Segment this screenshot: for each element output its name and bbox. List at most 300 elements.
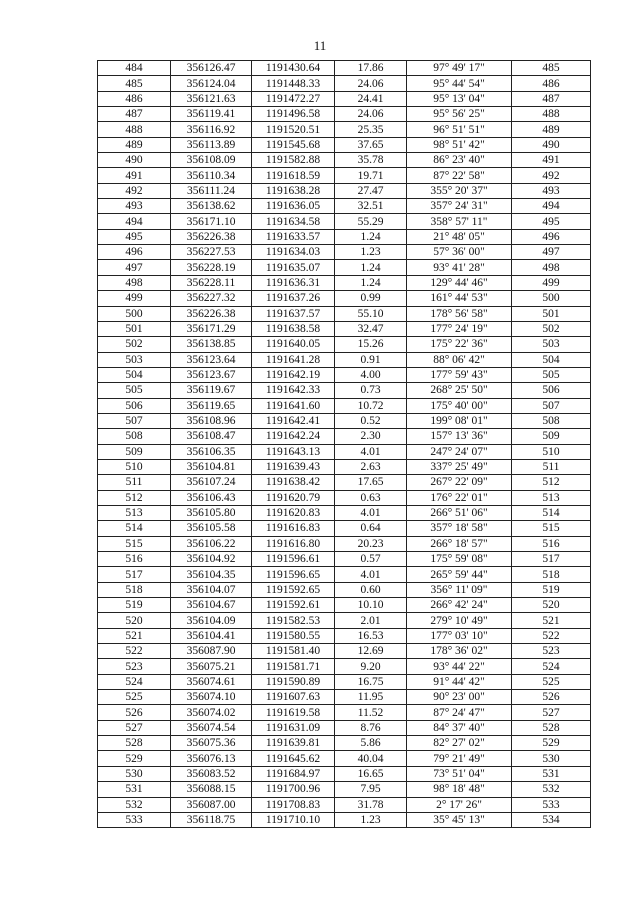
cell-coord-x: 356138.62: [171, 199, 252, 214]
table-row: [98, 61, 591, 76]
cell-point-to: 486: [512, 76, 591, 91]
cell-distance: 55.10: [335, 306, 407, 321]
cell-coord-x: 356126.47: [171, 61, 252, 76]
table-row: [98, 812, 591, 827]
table-row: [98, 567, 591, 582]
cell-coord-x: 356106.22: [171, 536, 252, 551]
cell-point-from: 488: [98, 122, 171, 137]
cell-point-to: 500: [512, 291, 591, 306]
cell-distance: 20.23: [335, 536, 407, 551]
cell-point-from: 485: [98, 76, 171, 91]
table-row: [98, 398, 591, 413]
cell-distance: 1.24: [335, 260, 407, 275]
cell-distance: 15.26: [335, 337, 407, 352]
cell-distance: 24.06: [335, 107, 407, 122]
cell-distance: 0.64: [335, 521, 407, 536]
cell-coord-y: 1191631.09: [252, 720, 335, 735]
cell-coord-x: 356227.53: [171, 245, 252, 260]
cell-point-from: 519: [98, 598, 171, 613]
table-row: [98, 736, 591, 751]
cell-point-from: 487: [98, 107, 171, 122]
cell-coord-x: 356104.81: [171, 459, 252, 474]
cell-coord-x: 356104.67: [171, 598, 252, 613]
table-row: [98, 628, 591, 643]
cell-point-to: 516: [512, 536, 591, 551]
cell-distance: 8.76: [335, 720, 407, 735]
cell-distance: 0.73: [335, 383, 407, 398]
cell-point-from: 501: [98, 321, 171, 336]
cell-point-from: 533: [98, 812, 171, 827]
cell-bearing: 98° 51' 42": [407, 137, 512, 152]
cell-coord-y: 1191545.68: [252, 137, 335, 152]
cell-coord-x: 356226.38: [171, 306, 252, 321]
cell-bearing: 96° 51' 51": [407, 122, 512, 137]
cell-coord-y: 1191639.43: [252, 459, 335, 474]
cell-bearing: 87° 24' 47": [407, 705, 512, 720]
cell-bearing: 267° 22' 09": [407, 475, 512, 490]
cell-coord-y: 1191636.31: [252, 275, 335, 290]
table-row: [98, 199, 591, 214]
table-row: [98, 214, 591, 229]
cell-point-to: 502: [512, 321, 591, 336]
cell-distance: 16.75: [335, 674, 407, 689]
cell-distance: 40.04: [335, 751, 407, 766]
cell-coord-y: 1191448.33: [252, 76, 335, 91]
cell-distance: 24.41: [335, 91, 407, 106]
cell-coord-y: 1191616.80: [252, 536, 335, 551]
cell-point-from: 491: [98, 168, 171, 183]
cell-coord-x: 356121.63: [171, 91, 252, 106]
cell-bearing: 97° 49' 17": [407, 61, 512, 76]
cell-point-from: 531: [98, 782, 171, 797]
cell-distance: 4.01: [335, 444, 407, 459]
cell-coord-y: 1191639.81: [252, 736, 335, 751]
cell-bearing: 35° 45' 13": [407, 812, 512, 827]
cell-point-to: 485: [512, 61, 591, 76]
cell-bearing: 247° 24' 07": [407, 444, 512, 459]
cell-point-from: 486: [98, 91, 171, 106]
cell-coord-x: 356087.90: [171, 644, 252, 659]
table-row: [98, 321, 591, 336]
cell-coord-x: 356227.32: [171, 291, 252, 306]
cell-point-to: 503: [512, 337, 591, 352]
cell-point-to: 524: [512, 659, 591, 674]
cell-point-to: 521: [512, 613, 591, 628]
cell-point-to: 507: [512, 398, 591, 413]
cell-point-from: 521: [98, 628, 171, 643]
cell-coord-y: 1191638.42: [252, 475, 335, 490]
cell-point-to: 518: [512, 567, 591, 582]
cell-coord-x: 356075.21: [171, 659, 252, 674]
cell-coord-x: 356088.15: [171, 782, 252, 797]
cell-distance: 17.86: [335, 61, 407, 76]
cell-coord-x: 356076.13: [171, 751, 252, 766]
cell-coord-y: 1191638.58: [252, 321, 335, 336]
cell-point-from: 528: [98, 736, 171, 751]
cell-distance: 10.72: [335, 398, 407, 413]
cell-distance: 4.00: [335, 367, 407, 382]
cell-bearing: 90° 23' 00": [407, 690, 512, 705]
cell-point-to: 504: [512, 352, 591, 367]
cell-coord-x: 356074.10: [171, 690, 252, 705]
table-row: [98, 459, 591, 474]
cell-coord-x: 356105.80: [171, 505, 252, 520]
cell-coord-y: 1191620.79: [252, 490, 335, 505]
cell-bearing: 175° 22' 36": [407, 337, 512, 352]
cell-point-to: 510: [512, 444, 591, 459]
cell-bearing: 178° 56' 58": [407, 306, 512, 321]
cell-coord-x: 356104.09: [171, 613, 252, 628]
cell-coord-y: 1191642.33: [252, 383, 335, 398]
cell-coord-y: 1191700.96: [252, 782, 335, 797]
cell-bearing: 157° 13' 36": [407, 429, 512, 444]
cell-coord-y: 1191596.65: [252, 567, 335, 582]
cell-coord-x: 356074.02: [171, 705, 252, 720]
cell-coord-y: 1191430.64: [252, 61, 335, 76]
cell-bearing: 177° 59' 43": [407, 367, 512, 382]
cell-point-from: 522: [98, 644, 171, 659]
cell-distance: 1.23: [335, 245, 407, 260]
cell-bearing: 177° 03' 10": [407, 628, 512, 643]
cell-distance: 32.47: [335, 321, 407, 336]
cell-distance: 0.52: [335, 413, 407, 428]
cell-coord-x: 356123.67: [171, 367, 252, 382]
cell-point-to: 508: [512, 413, 591, 428]
cell-coord-y: 1191641.28: [252, 352, 335, 367]
cell-coord-x: 356104.41: [171, 628, 252, 643]
cell-point-to: 490: [512, 137, 591, 152]
cell-distance: 9.20: [335, 659, 407, 674]
cell-distance: 19.71: [335, 168, 407, 183]
cell-point-from: 518: [98, 582, 171, 597]
table-row: [98, 122, 591, 137]
cell-coord-y: 1191638.28: [252, 183, 335, 198]
cell-distance: 0.60: [335, 582, 407, 597]
cell-point-from: 496: [98, 245, 171, 260]
cell-coord-x: 356106.35: [171, 444, 252, 459]
cell-point-from: 484: [98, 61, 171, 76]
table-row: [98, 644, 591, 659]
table-row: [98, 306, 591, 321]
cell-bearing: 266° 18' 57": [407, 536, 512, 551]
cell-bearing: 93° 44' 22": [407, 659, 512, 674]
cell-point-to: 495: [512, 214, 591, 229]
cell-coord-x: 356119.41: [171, 107, 252, 122]
cell-bearing: 199° 08' 01": [407, 413, 512, 428]
table-row: [98, 505, 591, 520]
cell-bearing: 177° 24' 19": [407, 321, 512, 336]
cell-distance: 37.65: [335, 137, 407, 152]
table-row: [98, 245, 591, 260]
table-row: [98, 598, 591, 613]
cell-point-from: 507: [98, 413, 171, 428]
cell-bearing: 87° 22' 58": [407, 168, 512, 183]
cell-distance: 16.65: [335, 766, 407, 781]
cell-coord-x: 356074.54: [171, 720, 252, 735]
cell-point-to: 499: [512, 275, 591, 290]
cell-coord-y: 1191580.55: [252, 628, 335, 643]
cell-point-from: 512: [98, 490, 171, 505]
cell-point-to: 512: [512, 475, 591, 490]
cell-coord-y: 1191607.63: [252, 690, 335, 705]
table-row: [98, 766, 591, 781]
cell-coord-x: 356110.34: [171, 168, 252, 183]
table-row: [98, 168, 591, 183]
cell-coord-x: 356226.38: [171, 229, 252, 244]
cell-coord-x: 356228.19: [171, 260, 252, 275]
cell-point-from: 505: [98, 383, 171, 398]
cell-coord-y: 1191582.88: [252, 153, 335, 168]
cell-coord-x: 356104.07: [171, 582, 252, 597]
cell-point-from: 502: [98, 337, 171, 352]
cell-distance: 10.10: [335, 598, 407, 613]
cell-point-to: 523: [512, 644, 591, 659]
cell-bearing: 84° 37' 40": [407, 720, 512, 735]
cell-coord-y: 1191641.60: [252, 398, 335, 413]
cell-distance: 11.52: [335, 705, 407, 720]
table-row: [98, 490, 591, 505]
cell-bearing: 79° 21' 49": [407, 751, 512, 766]
table-row: [98, 674, 591, 689]
cell-bearing: 161° 44' 53": [407, 291, 512, 306]
table-row: [98, 183, 591, 198]
cell-coord-x: 356124.04: [171, 76, 252, 91]
cell-bearing: 86° 23' 40": [407, 153, 512, 168]
cell-coord-x: 356171.10: [171, 214, 252, 229]
cell-point-from: 503: [98, 352, 171, 367]
cell-coord-x: 356119.67: [171, 383, 252, 398]
cell-distance: 17.65: [335, 475, 407, 490]
cell-coord-y: 1191634.58: [252, 214, 335, 229]
cell-point-to: 492: [512, 168, 591, 183]
cell-point-from: 517: [98, 567, 171, 582]
cell-point-from: 530: [98, 766, 171, 781]
cell-bearing: 356° 11' 09": [407, 582, 512, 597]
cell-coord-x: 356104.35: [171, 567, 252, 582]
cell-coord-y: 1191592.61: [252, 598, 335, 613]
cell-distance: 2.01: [335, 613, 407, 628]
cell-distance: 7.95: [335, 782, 407, 797]
cell-point-to: 506: [512, 383, 591, 398]
cell-coord-y: 1191634.03: [252, 245, 335, 260]
cell-distance: 1.24: [335, 275, 407, 290]
cell-bearing: 57° 36' 00": [407, 245, 512, 260]
cell-point-from: 525: [98, 690, 171, 705]
cell-distance: 0.63: [335, 490, 407, 505]
cell-coord-y: 1191636.05: [252, 199, 335, 214]
cell-coord-x: 356105.58: [171, 521, 252, 536]
cell-bearing: 266° 51' 06": [407, 505, 512, 520]
cell-coord-x: 356116.92: [171, 122, 252, 137]
cell-point-to: 489: [512, 122, 591, 137]
cell-bearing: 358° 57' 11": [407, 214, 512, 229]
cell-point-to: 501: [512, 306, 591, 321]
cell-distance: 35.78: [335, 153, 407, 168]
cell-coord-y: 1191642.41: [252, 413, 335, 428]
table-row: [98, 137, 591, 152]
cell-bearing: 129° 44' 46": [407, 275, 512, 290]
cell-distance: 31.78: [335, 797, 407, 812]
table-row: [98, 521, 591, 536]
cell-point-to: 487: [512, 91, 591, 106]
table-row: [98, 260, 591, 275]
cell-point-to: 517: [512, 552, 591, 567]
cell-point-from: 500: [98, 306, 171, 321]
cell-coord-x: 356119.65: [171, 398, 252, 413]
table-row: [98, 229, 591, 244]
cell-coord-y: 1191616.83: [252, 521, 335, 536]
cell-point-from: 506: [98, 398, 171, 413]
cell-point-from: 527: [98, 720, 171, 735]
cell-point-from: 523: [98, 659, 171, 674]
cell-point-to: 494: [512, 199, 591, 214]
cell-bearing: 88° 06' 42": [407, 352, 512, 367]
cell-point-from: 520: [98, 613, 171, 628]
cell-distance: 12.69: [335, 644, 407, 659]
table-row: [98, 107, 591, 122]
cell-point-from: 524: [98, 674, 171, 689]
cell-point-from: 504: [98, 367, 171, 382]
cell-coord-y: 1191472.27: [252, 91, 335, 106]
cell-coord-y: 1191633.57: [252, 229, 335, 244]
cell-point-to: 534: [512, 812, 591, 827]
cell-coord-x: 356087.00: [171, 797, 252, 812]
table-row: [98, 552, 591, 567]
cell-bearing: 176° 22' 01": [407, 490, 512, 505]
cell-bearing: 93° 41' 28": [407, 260, 512, 275]
cell-coord-y: 1191710.10: [252, 812, 335, 827]
cell-distance: 55.29: [335, 214, 407, 229]
table-row: [98, 444, 591, 459]
table-row: [98, 720, 591, 735]
cell-point-to: 529: [512, 736, 591, 751]
cell-point-from: 490: [98, 153, 171, 168]
cell-bearing: 95° 44' 54": [407, 76, 512, 91]
cell-bearing: 357° 24' 31": [407, 199, 512, 214]
table-row: [98, 797, 591, 812]
cell-point-to: 527: [512, 705, 591, 720]
cell-point-to: 526: [512, 690, 591, 705]
cell-bearing: 175° 59' 08": [407, 552, 512, 567]
cell-point-to: 515: [512, 521, 591, 536]
cell-distance: 27.47: [335, 183, 407, 198]
cell-coord-y: 1191581.40: [252, 644, 335, 659]
cell-point-from: 495: [98, 229, 171, 244]
cell-distance: 11.95: [335, 690, 407, 705]
cell-coord-x: 356113.89: [171, 137, 252, 152]
cell-coord-x: 356108.96: [171, 413, 252, 428]
cell-coord-y: 1191640.05: [252, 337, 335, 352]
cell-point-from: 497: [98, 260, 171, 275]
cell-coord-x: 356228.11: [171, 275, 252, 290]
cell-coord-x: 356138.85: [171, 337, 252, 352]
cell-point-to: 511: [512, 459, 591, 474]
cell-coord-y: 1191619.58: [252, 705, 335, 720]
cell-distance: 16.53: [335, 628, 407, 643]
cell-coord-x: 356171.29: [171, 321, 252, 336]
cell-coord-x: 356123.64: [171, 352, 252, 367]
table-row: [98, 367, 591, 382]
table-row: [98, 337, 591, 352]
cell-coord-y: 1191620.83: [252, 505, 335, 520]
table-row: [98, 352, 591, 367]
cell-bearing: 73° 51' 04": [407, 766, 512, 781]
cell-point-to: 520: [512, 598, 591, 613]
cell-point-from: 516: [98, 552, 171, 567]
cell-coord-y: 1191520.51: [252, 122, 335, 137]
cell-coord-y: 1191582.53: [252, 613, 335, 628]
cell-point-from: 492: [98, 183, 171, 198]
table-row: [98, 429, 591, 444]
cell-point-to: 488: [512, 107, 591, 122]
cell-point-to: 496: [512, 229, 591, 244]
cell-point-to: 509: [512, 429, 591, 444]
table-row: [98, 413, 591, 428]
table-row: [98, 613, 591, 628]
cell-distance: 1.23: [335, 812, 407, 827]
cell-coord-y: 1191643.13: [252, 444, 335, 459]
cell-point-from: 526: [98, 705, 171, 720]
cell-coord-y: 1191590.89: [252, 674, 335, 689]
cell-coord-x: 356104.92: [171, 552, 252, 567]
cell-point-to: 519: [512, 582, 591, 597]
table-row: [98, 383, 591, 398]
cell-point-from: 510: [98, 459, 171, 474]
cell-point-to: 505: [512, 367, 591, 382]
table-row: [98, 76, 591, 91]
cell-distance: 5.86: [335, 736, 407, 751]
cell-bearing: 355° 20' 37": [407, 183, 512, 198]
cell-coord-x: 356107.24: [171, 475, 252, 490]
cell-coord-y: 1191581.71: [252, 659, 335, 674]
cell-coord-y: 1191635.07: [252, 260, 335, 275]
cell-coord-y: 1191642.24: [252, 429, 335, 444]
cell-point-from: 511: [98, 475, 171, 490]
cell-point-from: 494: [98, 214, 171, 229]
cell-point-to: 493: [512, 183, 591, 198]
table-row: [98, 690, 591, 705]
cell-point-to: 497: [512, 245, 591, 260]
cell-coord-x: 356111.24: [171, 183, 252, 198]
cell-coord-x: 356108.47: [171, 429, 252, 444]
cell-bearing: 82° 27' 02": [407, 736, 512, 751]
cell-distance: 24.06: [335, 76, 407, 91]
cell-distance: 0.91: [335, 352, 407, 367]
cell-coord-x: 356106.43: [171, 490, 252, 505]
cell-distance: 25.35: [335, 122, 407, 137]
cell-point-from: 513: [98, 505, 171, 520]
cell-bearing: 266° 42' 24": [407, 598, 512, 613]
cell-coord-x: 356075.36: [171, 736, 252, 751]
cell-point-from: 529: [98, 751, 171, 766]
cell-point-to: 531: [512, 766, 591, 781]
cell-coord-y: 1191618.59: [252, 168, 335, 183]
cell-point-to: 532: [512, 782, 591, 797]
table-row: [98, 582, 591, 597]
cell-coord-y: 1191496.58: [252, 107, 335, 122]
cell-bearing: 337° 25' 49": [407, 459, 512, 474]
cell-distance: 1.24: [335, 229, 407, 244]
cell-distance: 2.63: [335, 459, 407, 474]
cell-coord-x: 356074.61: [171, 674, 252, 689]
cell-bearing: 91° 44' 42": [407, 674, 512, 689]
cell-bearing: 95° 56' 25": [407, 107, 512, 122]
table-row: [98, 153, 591, 168]
table-row: [98, 275, 591, 290]
cell-distance: 0.57: [335, 552, 407, 567]
cell-bearing: 268° 25' 50": [407, 383, 512, 398]
cell-coord-x: 356118.75: [171, 812, 252, 827]
